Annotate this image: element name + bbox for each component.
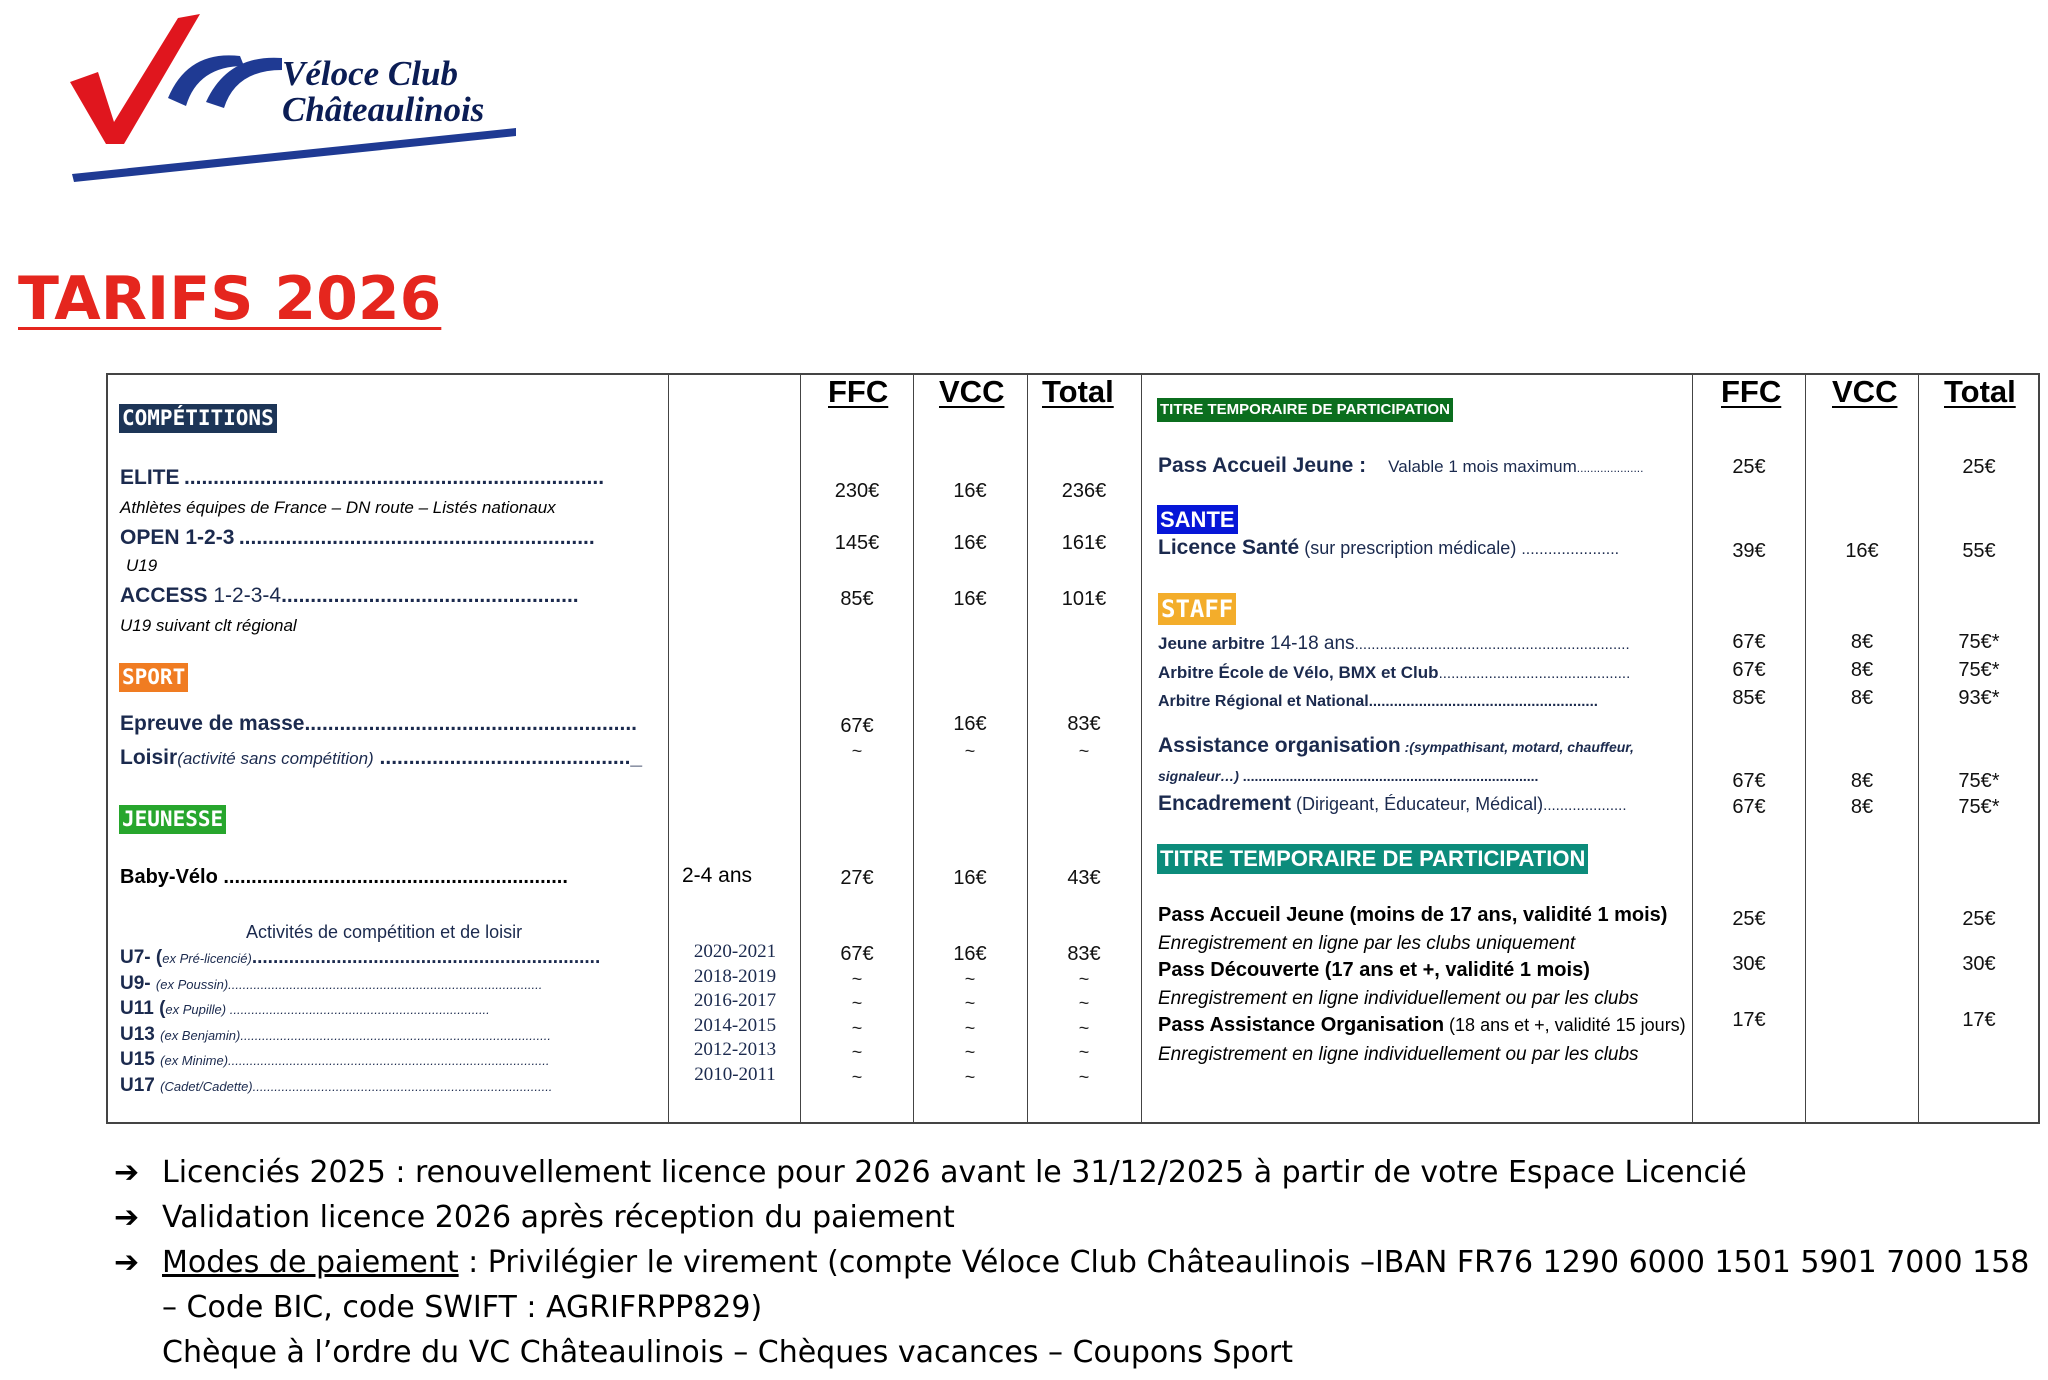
- badge-sport: SPORT: [119, 663, 188, 692]
- youth-vcc: ~: [964, 1066, 976, 1087]
- open-ffc: 145€: [834, 532, 880, 554]
- staff-vcc-col: [1822, 628, 1902, 712]
- access-vcc: 16€: [953, 588, 987, 610]
- licence-note: (sur prescription médicale): [1299, 538, 1522, 558]
- pass-accueil-row: [1158, 454, 1643, 478]
- category-label: U7- (: [120, 947, 163, 968]
- category-note: (Cadet/Cadette): [160, 1078, 253, 1094]
- ttp-total: 30€: [1962, 953, 1996, 975]
- access-total: 101€: [1061, 588, 1107, 610]
- staff-row: [1158, 688, 1630, 716]
- access-row: [120, 584, 579, 608]
- header-vcc: VCC: [939, 374, 1005, 409]
- category-label: U11 (: [120, 998, 166, 1019]
- assistance-vcc: 8€: [1850, 770, 1874, 792]
- activites-heading: Activités de compétition et de loisir: [246, 922, 523, 942]
- dot-leader: ..............................................................: [217, 866, 568, 888]
- header-ffc: FFC: [828, 374, 889, 409]
- youth-vcc-col: [930, 942, 1010, 1089]
- column-divider: [1918, 373, 1919, 1124]
- payment-label: Modes de paiement: [162, 1245, 459, 1280]
- dot-leader: .............................................................: [238, 526, 595, 549]
- arrow-right-icon: ➔: [114, 1155, 140, 1190]
- column-divider: [800, 373, 801, 1124]
- category-label: U17: [120, 1074, 161, 1096]
- pass-row: [1158, 1012, 1686, 1041]
- badge-jeunesse: JEUNESSE: [119, 805, 226, 834]
- assistance-label: Assistance organisation: [1158, 734, 1401, 757]
- category-label: U15: [120, 1049, 161, 1070]
- youth-years: [670, 940, 800, 1087]
- staff-rows: [1158, 630, 1630, 716]
- assistance-ffc: 67€: [1732, 770, 1766, 792]
- assistance-note: :(sympathisant, motard, chauffeur,: [1400, 739, 1634, 755]
- encadrement-total: 75€*: [1958, 796, 2000, 818]
- youth-ffc: ~: [851, 968, 863, 989]
- elite-label: ELITE: [120, 466, 180, 489]
- birth-years: 2018-2019: [693, 965, 777, 987]
- loisir-label: Loisir: [120, 746, 178, 769]
- pass-note: Enregistrement en ligne par les clubs uniquement: [1158, 932, 1576, 954]
- dot-leader: ..................................................................: [1354, 636, 1630, 653]
- dot-leader: ....................: [1543, 797, 1627, 814]
- access-label: ACCESS: [120, 584, 208, 607]
- youth-vcc: ~: [964, 1017, 976, 1038]
- pass-title: Pass Découverte (17 ans et +, validité 1 mois): [1158, 959, 1590, 981]
- header-vcc: VCC: [1832, 374, 1898, 409]
- youth-total: ~: [1078, 1042, 1090, 1062]
- logo-line2: Châteaulinois: [282, 90, 485, 129]
- staff-ffc: 85€: [1732, 687, 1766, 709]
- ttp-total: 17€: [1962, 1009, 1996, 1031]
- loisir-total: ~: [1078, 741, 1090, 761]
- youth-categories: [120, 946, 600, 1099]
- youth-vcc: ~: [964, 993, 976, 1013]
- pass-detail: (18 ans et +, validité 15 jours): [1444, 1015, 1686, 1035]
- payment-detail: : Privilégier le virement (compte Véloce Club Châteaulinois –IBAN FR76 1290 6000 1501 5901 7000 158: [458, 1245, 2030, 1280]
- masse-label: Epreuve de masse: [120, 712, 305, 735]
- licence-total: 55€: [1962, 540, 1996, 562]
- staff-total-col: [1939, 628, 2019, 712]
- baby-age: 2-4 ans: [682, 864, 753, 887]
- staff-ffc: 67€: [1732, 631, 1766, 653]
- pass-note: Valable 1 mois maximum: [1388, 457, 1577, 476]
- logo-line1: Véloce Club: [282, 54, 458, 93]
- pass-note: Enregistrement en ligne individuellement ou par les clubs: [1158, 1043, 1639, 1065]
- open-note: U19: [126, 556, 158, 575]
- elite-row: [120, 466, 604, 490]
- column-divider: [1805, 373, 1806, 1124]
- youth-total: ~: [1078, 968, 1090, 989]
- encadrement-row: [1158, 792, 1627, 816]
- youth-vcc: 16€: [953, 943, 987, 965]
- staff-row: [1158, 630, 1630, 659]
- loisir-vcc: ~: [964, 741, 976, 761]
- note-text: Chèque à l’ordre du VC Châteaulinois – Chèques vacances – Coupons Sport: [162, 1335, 1293, 1370]
- column-divider: [913, 373, 914, 1124]
- staff-label: Jeune arbitre: [1158, 634, 1265, 653]
- licence-label: Licence Santé: [1158, 536, 1300, 559]
- note-text: – Code BIC, code SWIFT : AGRIFRPP829): [162, 1290, 763, 1325]
- youth-ffc: ~: [851, 1017, 863, 1038]
- birth-years: 2012-2013: [693, 1039, 777, 1060]
- baby-ffc: 27€: [840, 867, 874, 889]
- elite-vcc: 16€: [953, 480, 987, 502]
- badge-competitions: COMPÉTITIONS: [119, 404, 277, 433]
- ttp-passes: [1158, 902, 1686, 1068]
- youth-ffc: ~: [851, 1066, 863, 1087]
- birth-years: 2016-2017: [693, 990, 777, 1011]
- badge-staff: STAFF: [1158, 593, 1236, 625]
- masse-vcc: 16€: [953, 713, 987, 735]
- baby-total: 43€: [1067, 867, 1101, 889]
- licence-vcc: 16€: [1845, 540, 1879, 562]
- baby-row: [120, 866, 568, 889]
- pass-ffc: 25€: [1732, 456, 1766, 478]
- staff-ffc-col: [1709, 628, 1789, 712]
- baby-vcc: 16€: [953, 867, 987, 889]
- youth-total: ~: [1078, 1066, 1090, 1087]
- badge-sante: SANTE: [1157, 505, 1238, 534]
- dot-leader: ..............................................: [1438, 665, 1631, 682]
- staff-vcc: 8€: [1850, 659, 1874, 681]
- pass-label: Pass Accueil Jeune: [1158, 454, 1354, 477]
- youth-total-col: [1044, 942, 1124, 1089]
- dot-leader: ...................................................................................: [252, 1078, 553, 1094]
- header-ffc: FFC: [1721, 374, 1782, 409]
- staff-label: Arbitre École de Vélo, BMX et Club: [1158, 663, 1439, 682]
- masse-ffc: 67€: [840, 715, 874, 737]
- dot-leader: ........................................................................: [229, 1002, 490, 1017]
- pass-title: Pass Accueil Jeune (moins de 17 ans, validité 1 mois): [1158, 904, 1668, 926]
- licence-sante-row: [1158, 536, 1619, 560]
- dot-leader: ..........................................._: [373, 746, 643, 769]
- staff-vcc: 8€: [1850, 687, 1874, 709]
- ttp-ffc: 17€: [1732, 1009, 1766, 1031]
- badge-ttp: TITRE TEMPORAIRE DE PARTICIPATION: [1157, 398, 1453, 422]
- pass-note: Enregistrement en ligne individuellement ou par les clubs: [1158, 987, 1639, 1009]
- dot-leader: .......................................................: [1368, 693, 1598, 710]
- elite-note: Athlètes équipes de France – DN route – Listés nationaux: [120, 498, 556, 517]
- note-text: Validation licence 2026 après réception du paiement: [162, 1200, 955, 1235]
- assistance-total: 75€*: [1958, 770, 2000, 792]
- arrow-right-icon: ➔: [114, 1245, 140, 1280]
- youth-ffc: ~: [851, 993, 863, 1013]
- column-divider: [1692, 373, 1693, 1124]
- access-levels: 1-2-3-4: [207, 584, 282, 607]
- access-ffc: 85€: [840, 588, 874, 610]
- arrow-right-icon: ➔: [114, 1200, 140, 1235]
- open-total: 161€: [1061, 532, 1107, 554]
- category-label: U13: [120, 1023, 161, 1045]
- loisir-row: [120, 746, 642, 770]
- ttp-ffc: 25€: [1732, 908, 1766, 930]
- column-divider: [1141, 373, 1142, 1124]
- category-note: (ex Poussin): [155, 976, 229, 992]
- youth-row: [120, 946, 600, 972]
- assistance-row: [1158, 734, 1634, 758]
- pass-sep: :: [1353, 454, 1367, 477]
- assistance-row-cont: [1158, 768, 1538, 786]
- staff-row: [1158, 659, 1630, 688]
- header-total: Total: [1042, 374, 1114, 409]
- page-title: TARIFS 2026: [18, 264, 442, 334]
- dot-leader: ..................................................................: [251, 947, 601, 968]
- open-label: OPEN 1-2-3: [120, 526, 235, 549]
- dot-leader: .........................................................: [304, 712, 638, 735]
- open-row: [120, 526, 595, 550]
- youth-total: ~: [1078, 993, 1090, 1013]
- encadrement-label: Encadrement: [1158, 792, 1292, 815]
- elite-total: 236€: [1061, 480, 1107, 502]
- licence-ffc: 39€: [1732, 540, 1766, 562]
- elite-ffc: 230€: [834, 480, 880, 502]
- club-logo: [68, 10, 516, 182]
- header-total: Total: [1944, 374, 2016, 409]
- youth-ffc: ~: [851, 1042, 863, 1062]
- birth-years: 2020-2021: [693, 941, 777, 962]
- open-vcc: 16€: [953, 532, 987, 554]
- youth-row: [120, 972, 600, 998]
- assistance-note2: signaleur…): [1158, 768, 1239, 784]
- note-text: [162, 1240, 2029, 1285]
- ttp-total: 25€: [1962, 908, 1996, 930]
- access-note: U19 suivant clt régional: [120, 616, 297, 635]
- category-note: ex Pupille): [165, 1002, 230, 1017]
- dot-leader: ........................................................................: [183, 466, 605, 489]
- logo-text: [282, 56, 484, 128]
- ttp-ffc: 30€: [1732, 953, 1766, 975]
- staff-vcc: 8€: [1850, 631, 1874, 653]
- category-label: U9-: [120, 972, 156, 994]
- youth-vcc: ~: [964, 968, 976, 989]
- masse-row: [120, 712, 637, 736]
- youth-total: 83€: [1067, 943, 1101, 965]
- youth-total: ~: [1078, 1017, 1090, 1038]
- dot-leader: ...................................................: [281, 584, 579, 607]
- birth-years: 2010-2011: [694, 1063, 776, 1085]
- baby-label: Baby-Vélo: [120, 866, 218, 888]
- youth-ffc-col: [817, 942, 897, 1089]
- dot-leader: .........................................................................................: [228, 1053, 550, 1068]
- pass-total: 25€: [1962, 456, 1996, 478]
- staff-total: 75€*: [1958, 631, 2000, 653]
- staff-ffc: 67€: [1732, 659, 1766, 681]
- staff-total: 93€*: [1958, 687, 2000, 709]
- staff-label: Arbitre Régional et National: [1158, 693, 1369, 710]
- loisir-ffc: ~: [851, 741, 863, 761]
- youth-row: [120, 1023, 600, 1049]
- youth-row: [120, 997, 600, 1023]
- category-note: ex Pré-licencié): [162, 951, 252, 966]
- dot-leader: ....................: [1576, 461, 1644, 475]
- masse-total: 83€: [1067, 713, 1101, 735]
- badge-ttp: TITRE TEMPORAIRE DE PARTICIPATION: [1157, 844, 1588, 874]
- dot-leader: ............................................................................: [1238, 768, 1539, 784]
- youth-row: [120, 1048, 600, 1074]
- youth-row: [120, 1074, 600, 1100]
- category-note: (ex Benjamin): [160, 1027, 241, 1043]
- pass-title: Pass Assistance Organisation: [1158, 1014, 1445, 1036]
- dot-leader: ......................................................................................: [240, 1027, 551, 1043]
- staff-total: 75€*: [1958, 659, 2000, 681]
- column-divider: [668, 373, 669, 1124]
- encadrement-note: (Dirigeant, Éducateur, Médical): [1291, 794, 1544, 814]
- birth-years: 2014-2015: [693, 1014, 777, 1036]
- loisir-note: (activité sans compétition): [177, 749, 374, 768]
- encadrement-vcc: 8€: [1850, 796, 1874, 818]
- category-note: (ex Minime): [160, 1053, 229, 1068]
- note-text: Licenciés 2025 : renouvellement licence pour 2026 avant le 31/12/2025 à partir de votre Espace Licencié: [162, 1155, 1747, 1190]
- staff-rest: 14-18 ans: [1264, 633, 1355, 654]
- dot-leader: .......................................................................................: [228, 976, 543, 992]
- youth-vcc: ~: [964, 1042, 976, 1062]
- encadrement-ffc: 67€: [1732, 796, 1766, 818]
- column-divider: [1027, 373, 1028, 1124]
- dot-leader: ......................: [1521, 541, 1620, 558]
- youth-ffc: 67€: [840, 943, 874, 965]
